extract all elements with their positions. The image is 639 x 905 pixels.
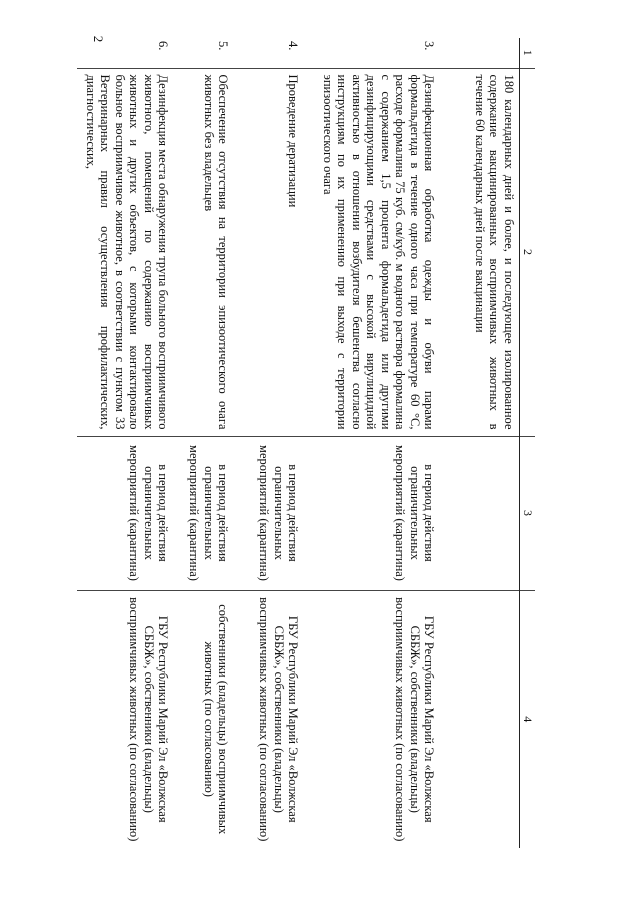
responsible-text: ГБУ Республики Марий Эл «Волжская СББЖ», собственники (владельцы) восприимчивых животных (по согласованию) (78, 590, 174, 848)
header-col-3: 3 (520, 436, 536, 590)
row-number: 4. (286, 41, 301, 51)
table-row (440, 38, 520, 848)
table-row (78, 38, 174, 848)
period-text (440, 436, 520, 590)
row-number: 5. (216, 41, 231, 51)
measures-table (78, 38, 536, 848)
header-col-2: 2 (520, 68, 536, 436)
measure-text: Дезинфекция места обнаружения трупа больного восприимчивого животного, помещений по содержанию восприимчивых животных и других объектов, с которыми контактировало больное восприимчивое животное, в соответствии с пунктом 33 Ветеринарных правил осуществления профилактических, диагностических, (78, 68, 174, 436)
page-number: 2 (91, 35, 106, 43)
table-row (234, 38, 304, 848)
measure-text: Проведение дератизации (234, 68, 304, 436)
header-row (520, 38, 536, 848)
measure-text: 180 календарных дней и более, и последующее изолированное содержание вакцинированных восприимчивых животных в течение 60 календарных дней после вакцинации (440, 68, 520, 436)
measure-text: Обеспечение отсутствия на территории эпизоотического очага животных без владельцев (174, 68, 234, 436)
responsible-text: ГБУ Республики Марий Эл «Волжская СББЖ», собственники (владельцы) восприимчивых животных (по согласованию) (304, 590, 440, 848)
table-row (304, 38, 440, 848)
table-row (174, 38, 234, 848)
rotated-page (84, 38, 535, 848)
header-col-1: 1 (520, 38, 536, 68)
period-text: в период действия ограничительных мероприятий (карантина) (234, 436, 304, 590)
period-text: в период действия ограничительных мероприятий (карантина) (174, 436, 234, 590)
responsible-text (440, 590, 520, 848)
period-text: в период действия ограничительных мероприятий (карантина) (304, 436, 440, 590)
measure-text: Дезинфекционная обработка одежды и обуви парами формальдегида в течение одного часа при температуре 60 °С, расходе формалина 75 куб. см/куб. м водного раствора формалина с содержанием 1,5 процента формальдегида или другими дезинфицирующими средствами с высокой вирулицидной активностью в отношении возбудителя бешенства согласно инструкциям по их применению при выходе с территории эпизоотического очага (304, 68, 440, 436)
row-number: 6. (156, 41, 171, 51)
responsible-text: собственники (владельцы) восприимчивых животных (по согласованию) (174, 590, 234, 848)
responsible-text: ГБУ Республики Марий Эл «Волжская СББЖ», собственники (владельцы) восприимчивых животных (по согласованию) (234, 590, 304, 848)
period-text: в период действия ограничительных мероприятий (карантина) (78, 436, 174, 590)
row-number (440, 38, 520, 68)
row-number: 3. (422, 41, 437, 51)
header-col-4: 4 (520, 590, 536, 848)
